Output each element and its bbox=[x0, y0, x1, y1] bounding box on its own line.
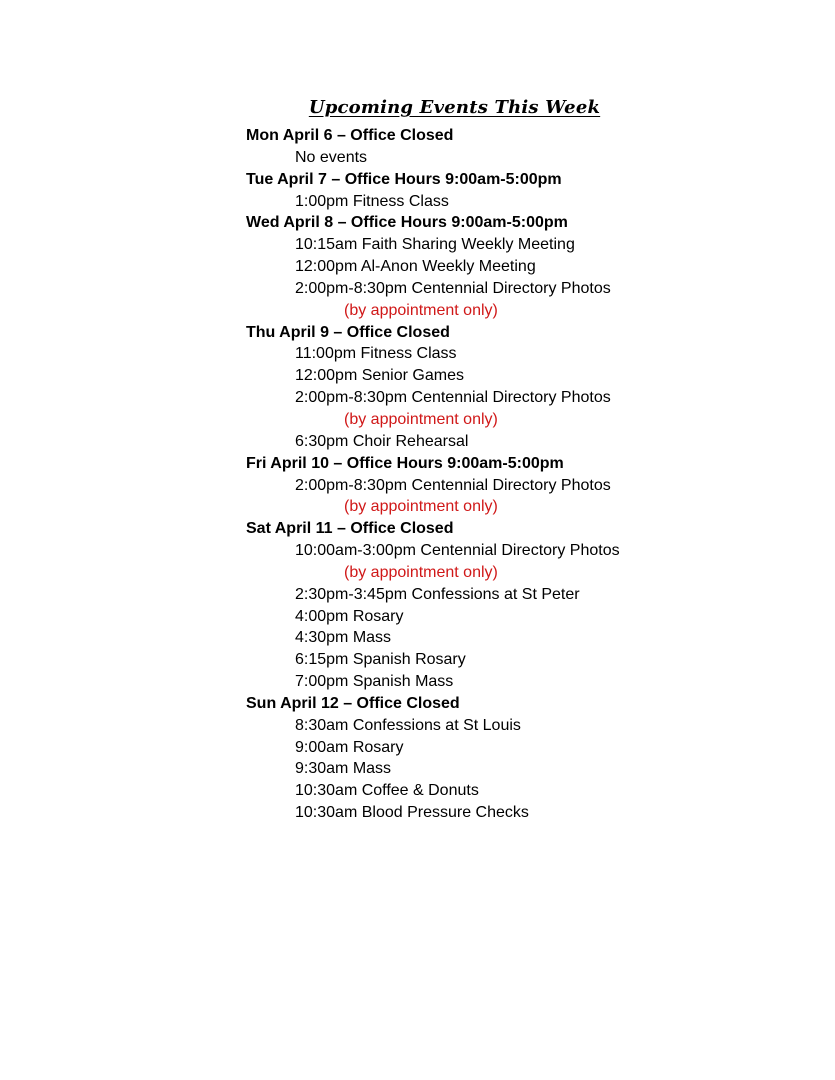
event-item: 12:00pm Al-Anon Weekly Meeting bbox=[295, 258, 536, 276]
event-item: 4:00pm Rosary bbox=[295, 607, 404, 625]
event-item: 2:00pm-8:30pm Centennial Directory Photos bbox=[295, 476, 611, 494]
event-item: 2:30pm-3:45pm Confessions at St Peter bbox=[295, 585, 580, 603]
day-block bbox=[246, 453, 806, 519]
day-heading: Sat April 11 – Office Closed bbox=[246, 520, 454, 538]
event-item: 6:30pm Choir Rehearsal bbox=[295, 432, 469, 450]
appointment-note: (by appointment only) bbox=[344, 563, 498, 581]
events-list bbox=[246, 125, 806, 824]
event-item: 10:30am Coffee & Donuts bbox=[295, 782, 479, 800]
event-item: 9:30am Mass bbox=[295, 760, 392, 778]
event-item: 10:00am-3:00pm Centennial Directory Photos bbox=[295, 542, 620, 560]
day-block bbox=[246, 518, 806, 693]
day-heading: Wed April 8 – Office Hours 9:00am-5:00pm bbox=[246, 214, 568, 232]
event-item: 2:00pm-8:30pm Centennial Directory Photos bbox=[295, 389, 611, 407]
event-item: 11:00pm Fitness Class bbox=[295, 345, 457, 363]
event-item: No events bbox=[295, 148, 368, 166]
day-block bbox=[246, 212, 806, 321]
event-item: 8:30am Confessions at St Louis bbox=[295, 716, 521, 734]
event-item: 4:30pm Mass bbox=[295, 629, 392, 647]
day-heading: Tue April 7 – Office Hours 9:00am-5:00pm bbox=[246, 170, 562, 188]
event-item: 6:15pm Spanish Rosary bbox=[295, 651, 466, 669]
appointment-note: (by appointment only) bbox=[344, 301, 498, 319]
appointment-note: (by appointment only) bbox=[344, 410, 498, 428]
event-item: 1:00pm Fitness Class bbox=[295, 192, 449, 210]
day-block bbox=[246, 693, 806, 824]
page-title bbox=[0, 97, 835, 118]
page-title-text: Upcoming Events This Week bbox=[308, 97, 601, 118]
event-item: 7:00pm Spanish Mass bbox=[295, 673, 454, 691]
event-item: 10:30am Blood Pressure Checks bbox=[295, 804, 529, 822]
day-heading: Fri April 10 – Office Hours 9:00am-5:00pm bbox=[246, 454, 564, 472]
day-block bbox=[246, 169, 806, 213]
day-heading: Thu April 9 – Office Closed bbox=[246, 323, 450, 341]
day-heading: Sun April 12 – Office Closed bbox=[246, 694, 460, 712]
day-block bbox=[246, 125, 806, 169]
event-item: 2:00pm-8:30pm Centennial Directory Photos bbox=[295, 279, 611, 297]
appointment-note: (by appointment only) bbox=[344, 498, 498, 516]
day-block bbox=[246, 322, 806, 453]
event-item: 9:00am Rosary bbox=[295, 738, 404, 756]
event-item: 10:15am Faith Sharing Weekly Meeting bbox=[295, 236, 575, 254]
day-heading: Mon April 6 – Office Closed bbox=[246, 127, 454, 144]
event-item: 12:00pm Senior Games bbox=[295, 367, 464, 385]
